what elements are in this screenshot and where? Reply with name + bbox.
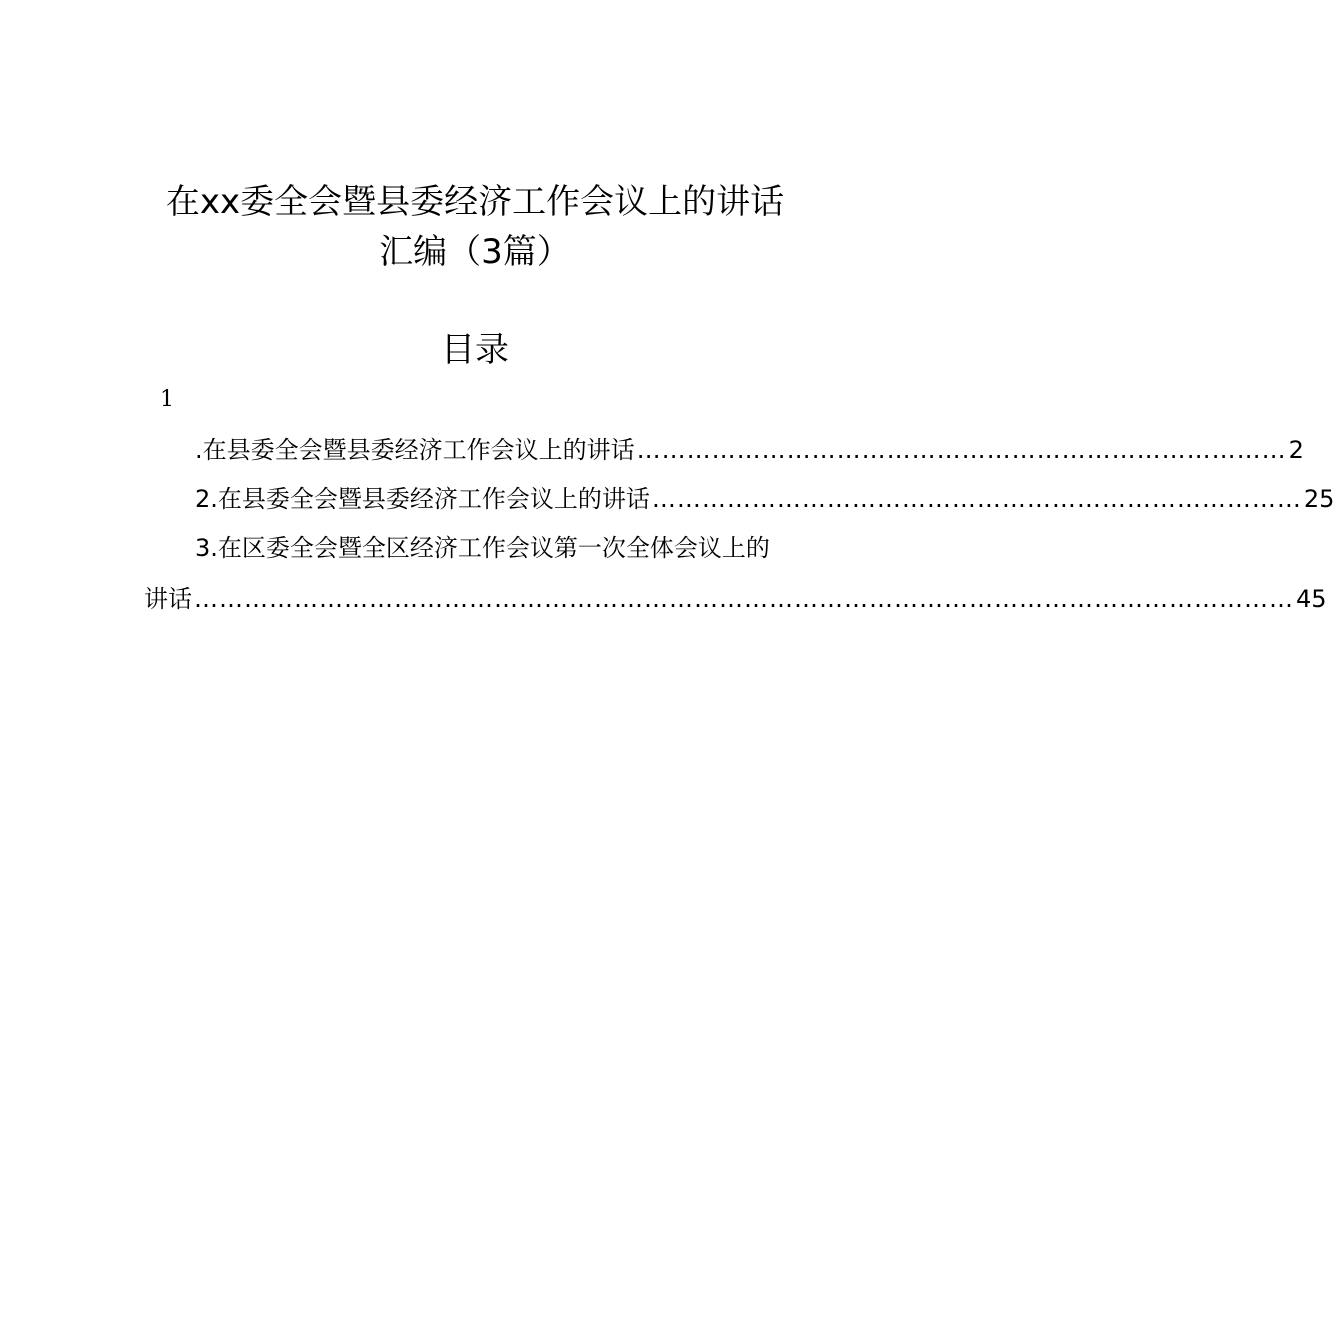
toc-entry-1-text: .在县委全会暨县委经济工作会议上的讲话 [195, 436, 635, 464]
toc-entry-3-page: 45 [1296, 585, 1327, 613]
toc-entry-2-page: 25 [1303, 485, 1334, 513]
document-title-line-2: 汇编（3篇） [379, 232, 571, 272]
toc-entry-1[interactable] [195, 434, 1304, 466]
toc-entry-3-leader: …………………………………………………………………………………………………………………… [194, 585, 1294, 613]
toc-heading: 目录 [441, 330, 509, 370]
toc-entry-2-text: 2.在县委全会暨县委经济工作会议上的讲话 [195, 485, 650, 513]
toc-entry-3-line-1[interactable] [195, 532, 805, 564]
toc-entry-3-line-2[interactable] [144, 583, 1327, 615]
toc-entry-2[interactable] [195, 483, 1334, 515]
toc-entry-3-text-line-1: 3.在区委全会暨全区经济工作会议第一次全体会议上的 [195, 534, 770, 562]
toc-entry-3-text-line-2: 讲话 [144, 585, 192, 613]
toc-entry-2-leader: …………………………………………………………………… [651, 485, 1302, 513]
toc-entry-1-page: 2 [1288, 436, 1304, 464]
toc-entry-1-leader: …………………………………………………………………… [636, 436, 1287, 464]
document-title-line-1: 在xx委全会暨县委经济工作会议上的讲话 [165, 182, 785, 222]
toc-stray-number: 1 [160, 387, 174, 412]
